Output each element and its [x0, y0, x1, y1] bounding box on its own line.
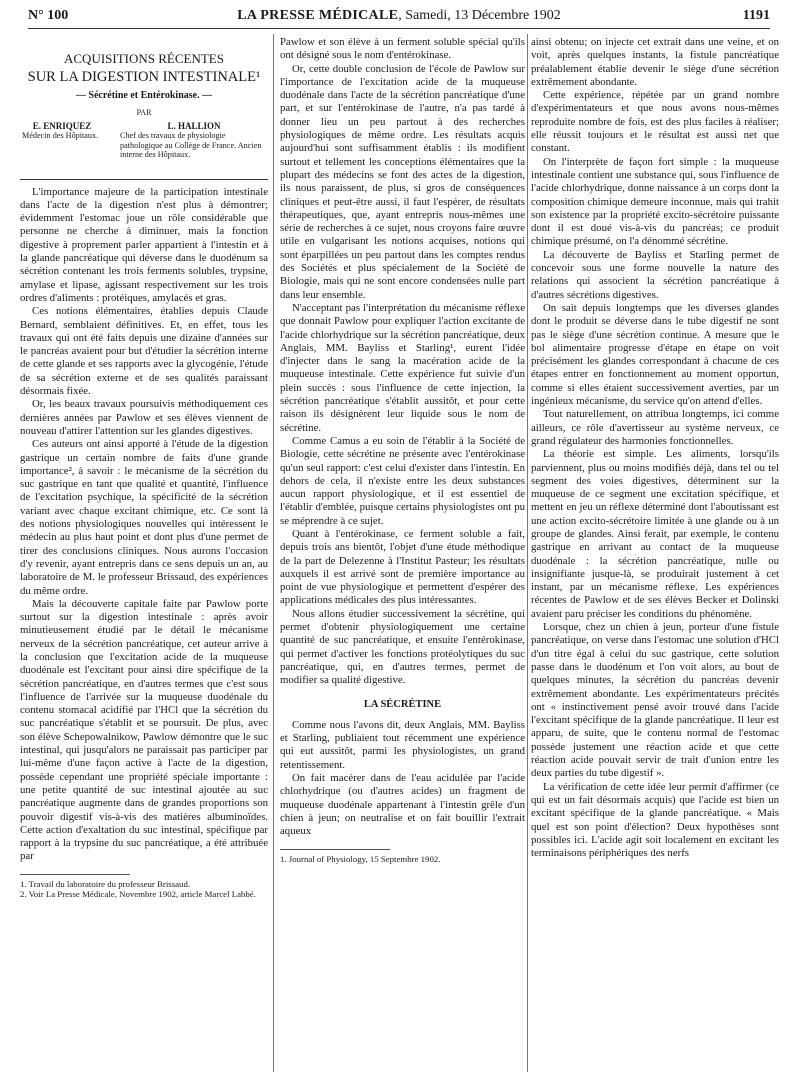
paragraph: On sait depuis longtemps que les diverses glandes dont le produit se déverse dans le tube digestif ne sont pas le siège d'une sécrétion continue. A mesure que le bol alimentaire progresse d'étape en étape on voit précisément les glandes correspondant à chacune de ces étapes entrer en fonctionnement au moment opportun, comme si elles étaient successivement averties, par un ingénieux mécanisme, du service qu'on attend d'elles. [531, 301, 779, 408]
authors-block [20, 121, 268, 169]
footnote-rule [280, 849, 390, 850]
paragraph: Quant à l'entérokinase, ce ferment soluble a fait, depuis trois ans bientôt, l'objet d'une étude méthodique de la part de Delezenne à l'Institut Pasteur; les résultats auxquels il est arrivé sont de première importance au point de vue physiologique et permettent d'espérer des applications médicales des plus intéressantes. [280, 527, 525, 607]
paragraph: Lorsque, chez un chien à jeun, porteur d'une fistule pancréatique, on verse dans l'estomac une solution d'HCl d'un titre égal à celui du suc gastrique, cette solution passe dans le duodénum et l'on voit alors, au bout de quelques minutes, la sécrétion du pancréas devenir extrêmement abondante. Les expérimentateurs précités ont « instinctivement pensé avoir trouvé dans l'acide l'excitant spécifique de la glande pancréatique. Il leur est apparu, de suite, que le contenu normal de l'estomac possède justement une réaction acide et que cette réaction acide pouvait servir de trait d'union entre les deux parties du tube digestif ». [531, 621, 779, 780]
author-1-name: E. ENRIQUEZ [32, 120, 92, 131]
article-title-line1: ACQUISITIONS RÉCENTES [64, 51, 224, 66]
column-3 [531, 36, 779, 1076]
title-rule [20, 179, 268, 180]
paragraph: N'acceptant pas l'interprétation du mécanisme réflexe que donnait Pawlow pour expliquer l'action excitante de l'acide chlorhydrique sur la sécrétion pancréatique, deux Anglais, MM. Bayliss et Starling¹, eurent l'idée d'injecter dans le sang la macération acide de la muqueuse intestinale. Cette expérience fut suivie d'un plein succès : sous l'influence de cette injection, la sécrétion pancréatique s'établit aussitôt, et pour cette raison ils désignèrent leur liquide sous le nom de sécrétine. [280, 301, 525, 434]
paragraph: Ces auteurs ont ainsi apporté à l'étude de la digestion gastrique un certain nombre de faits d'une grande importance², à savoir : le mécanisme de la sécrétion du suc gastrique en tant que qualité et quantité, l'influence de l'excitation psychique, la spécificité de la sécrétion variant avec chaque excitant chimique, etc. Ce sont là des notions physiologiques nouvelles qui intéressent le médecin au plus haut point et dont plus d'une permet de tirer des conclusions cliniques. Nous aurons l'occasion d'y revenir, ayant entrepris dans ce sens depuis un an, au laboratoire de M. le professeur Brissaud, des expériences du même ordre. [20, 438, 268, 597]
page-header [28, 6, 770, 29]
author-2-name: L. HALLION [167, 120, 221, 131]
column-1 [20, 36, 268, 1076]
column-2 [280, 36, 525, 1076]
paragraph: La vérification de cette idée leur permit d'affirmer (ce qui est un fait désormais acquis) que l'acide est bien un excitant spécifique de la glande pancréatique. « Mais quel est son point d'élection? Deux hypothèses sont possibles ici. L'acide agit soit localement en excitant les terminaisons périphériques des nerfs [531, 780, 779, 860]
paragraph: On l'interprète de façon fort simple : la muqueuse intestinale contient une substance qui, sous l'influence de l'acide chlorhydrique, donne naissance à un corps dont la composition chimique demeure inconnue, mais qui trahit son existence par la propriété excito-sécrétoire puissante dont il est doué vis-à-vis du pancréas; ce produit chimique présumé, on l'a dénommé sécrétine. [531, 155, 779, 248]
author-2 [120, 121, 268, 160]
column-divider-2 [527, 34, 528, 1072]
running-title [28, 8, 770, 24]
paragraph: La découverte de Bayliss et Starling permet de concevoir sous une forme nouvelle la nature des relations qui associent la sécrétion pancréatique à d'autres sécrétions digestives. [531, 248, 779, 301]
paragraph: On fait macérer dans de l'eau acidulée par l'acide chlorhydrique (ou d'autres acides) un fragment de muqueuse duodénale appartenant à l'intestin grêle d'un chien à jeun; on neutralise et on fait bouillir l'extrait aqueux [280, 772, 525, 838]
column-divider-1 [273, 34, 274, 1072]
paragraph: La théorie est simple. Les aliments, lorsqu'ils parviennent, plus ou moins modifiés déjà, dans tel ou tel segment des voies digestives, déterminent sur la muqueuse de ce segment une excitation spécifique, et mettent en jeu un réflexe déterminé dont l'aboutissant est une action excito-sécrétoire limitée à une glande ou à un groupe de glandes. Ainsi ferait, par exemple, le contenu gastrique en arrivant au contact de la muqueuse duodénale : la sécrétion pancréatique, nulle ou insignifiante jusque-là, se produirait justement à cet instant, par un mécanisme réflexe. Les expériences récentes de Pawlow et de ses élèves Becker et Dolinski avaient paru préciser les conditions du phénomène. [531, 448, 779, 620]
publication-name: LA PRESSE MÉDICALE [237, 8, 399, 23]
paragraph: Ces notions élémentaires, établies depuis Claude Bernard, semblaient définitives. Et, en effet, tous les travaux qui ont été faits depuis une dizaine d'années sur le pancréas avaient pour but d'étudier la sécrétion interne de cette glande et ses rapports avec la glycogénie, l'étude de sa sécrétion externe et de ses qualités paraissant désormais fixée. [20, 305, 268, 398]
footnote-rule [20, 874, 130, 875]
paragraph: Nous allons étudier successivement la sécrétine, qui permet d'obtenir physiologiquement une certaine quantité de suc pancréatique, et ensuite l'entérokinase, qui permet d'activer les fonctions protéolytiques du suc pancréatique, qui, en d'autres termes, permet de modifier sa qualité digestive. [280, 607, 525, 687]
section-heading: LA SÉCRÉTINE [363, 698, 442, 710]
author-2-affiliation: Chef des travaux de physiologie pathologique au Collège de France. Ancien interne des Hôpitaux. [120, 131, 262, 160]
article-subtitle: — Sécrétine et Entérokinase. — [75, 90, 213, 101]
paragraph: Or, cette double conclusion de l'école de Pawlow sur l'importance de l'excitation acide de la muqueuse duodénale dans l'acte de la sécrétion pancréatique d'une part, et sur l'entérokinase de l'autre, n'a pas tardé à donner lieu un peu partout à des recherches physiologiques de même ordre. Les résultats acquis aujourd'hui sont suffisamment établis : ils modifient surtout et tellement les conceptions élémentaires que la plupart des médecins se font des actes de la digestion, ils nous paraissent, de plus, si gros de conséquences cliniques et peut-être aussi, il faut l'espérer, de résultats thérapeutiques, que, ayant entrepris nous-mêmes une série de recherches à ce sujet, nous croyons faire œuvre utile en vulgarisant les notions acquises, notions qui sont éparpillées un peu partout dans les comptes rendus des Sociétés et plus spécialement de la Société de Biologie, mais qui ne sont encore condensées nulle part dans leur ensemble. [280, 62, 525, 301]
paragraph: ainsi obtenu; on injecte cet extrait dans une veine, et on voit, après quelques instants, la fistule pancréatique préalablement établie devenir le siège d'une sécrétion extrêmement abondante. [531, 36, 779, 88]
footnote: 1. Travail du laboratoire du professeur Brissaud. [20, 878, 191, 889]
footnote: 2. Voir La Presse Médicale, Novembre 1902, article Marcel Labbé. [20, 889, 256, 900]
author-1-affiliation: Médecin des Hôpitaux. [22, 131, 99, 141]
paragraph: Comme nous l'avons dit, deux Anglais, MM. Bayliss et Starling, publiaient tout récemment une expérience qui eut aussitôt, parmi les physiologistes, un grand retentissement. [280, 718, 525, 771]
article-title-line2: SUR LA DIGESTION INTESTINALE¹ [27, 69, 261, 85]
paragraph: Cette expérience, répétée par un grand nombre d'expérimentateurs et que nous avons nous-mêmes reproduite nombre de fois, est des plus faciles à réaliser; elle réussit toujours et le résultat est aussi net que constant. [531, 89, 779, 155]
by-label: PAR [136, 108, 152, 118]
paragraph: Or, les beaux travaux poursuivis méthodiquement ces dernières années par Pawlow et ses élèves viennent de nouveau d'attirer l'attention sur les glandes digestives. [20, 398, 268, 437]
page-number-right: 1191 [742, 8, 770, 23]
page-number-left: N° 100 [28, 8, 69, 23]
paragraph: Tout naturellement, on attribua longtemps, ici comme ailleurs, ce rôle d'avertisseur au système nerveux, ce grand régulateur des harmonies fonctionnelles. [531, 408, 779, 447]
footnote: 1. Journal of Physiology, 15 Septembre 1902. [280, 853, 441, 864]
issue-date: , Samedi, 13 Décembre 1902 [398, 8, 561, 23]
paragraph: Pawlow et son élève à un ferment soluble spécial qu'ils ont désigné sous le nom d'entérokinase. [280, 36, 525, 62]
paragraph: L'importance majeure de la participation intestinale dans l'acte de la digestion n'est plus à démontrer; évidemment l'estomac joue un rôle considérable que personne ne cherche à diminuer, mais la fonction digestive à proprement parler appartient à l'intestin et à la glande pancréatique qui déverse dans le duodénum sa sécrétion contenant les trois ferments solubles, trypsine, amylase et lipase, agissant respectivement sur les trois ordres d'aliments : protéiques, amylacés et gras. [20, 185, 268, 304]
author-1 [22, 121, 102, 141]
paragraph: Comme Camus a eu soin de l'établir à la Société de Biologie, cette sécrétine ne présente avec l'entérokinase qu'un seul rapport: c'est celui d'exister dans l'intestin. En dehors de cela, il n'existe entre les deux substances aucun rapport physiologique, et il est essentiel de l'établir d'emblée, puisque certains physiologistes ont pu se méprendre à ce sujet. [280, 434, 525, 527]
paragraph: Mais la découverte capitale faite par Pawlow porte surtout sur la digestion intestinale : après avoir minutieusement étudié par le détail le mécanisme nerveux de la sécrétion pancréatique, cet auteur arrive à la conclusion que l'excitation acide de la muqueuse duodénale est l'excitant pour ainsi dire spécifique de la sécrétion pancréatique, en d'autres termes que c'est sous l'influence de l'arrivée sur la muqueuse duodénale du contenu stomacal acidifié par l'HCl que la sécrétion du suc pancréatique s'établit et se poursuit. De plus, avec son élève Schepowalnikow, Pawlow démontre que le suc intestinal, qui jusqu'alors ne paraissait pas participer par lui-même d'une façon active à l'acte de la digestion, possède cependant une propriété spéciale importante : une petite quantité de suc intestinal ajoutée au suc pancréatique augmente dans de grandes proportions son pouvoir digestif vis-à-vis des matières albuminoïdes. Cette action d'exaltation du suc intestinal, spécifique par rapport à la trypsine du suc pancréatique, a été attribuée par [20, 597, 268, 863]
